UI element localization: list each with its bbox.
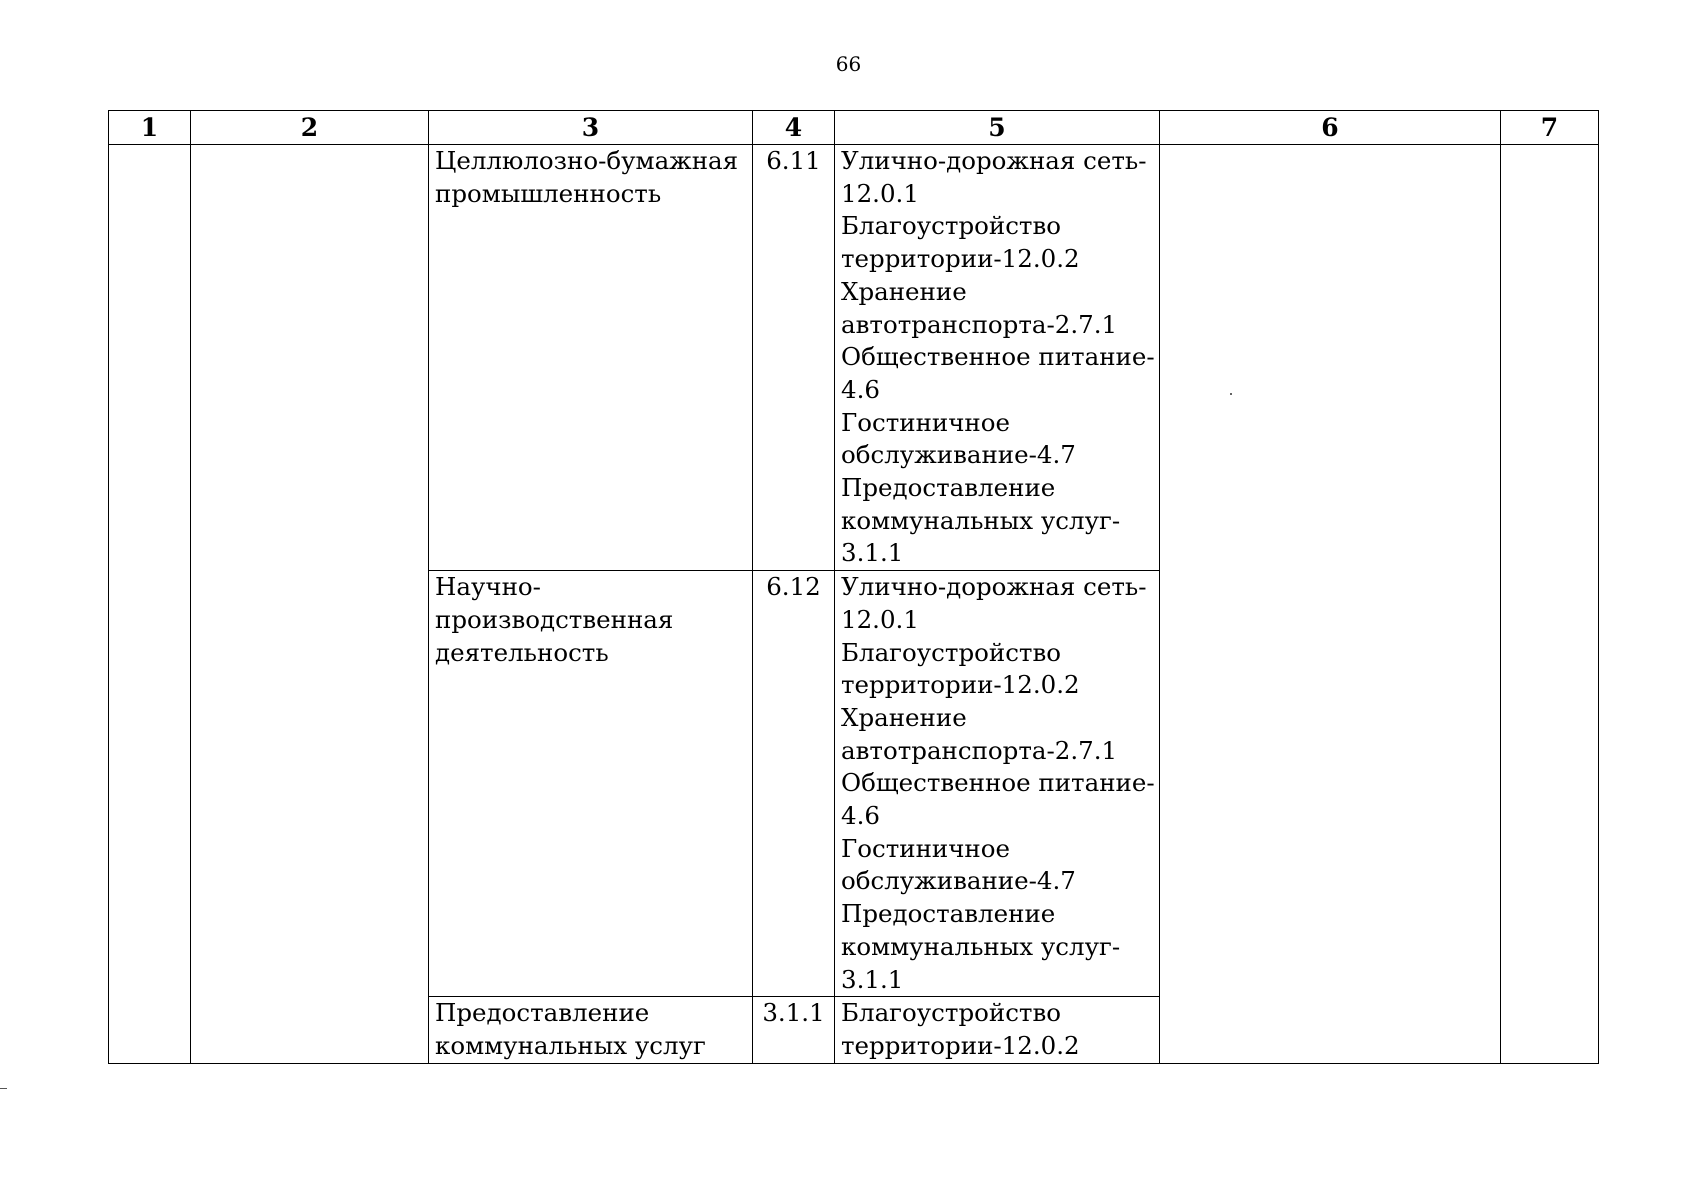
aux-use-line: Благоустройство [841,637,1062,667]
aux-use-line: Гостиничное [841,833,1011,863]
header-col-7: 7 [1501,111,1599,145]
auxiliary-uses-cell [835,571,1160,997]
aux-use-line: 3.1.1 [841,538,904,568]
aux-use-line: 4.6 [841,801,880,831]
scan-speck [1230,393,1232,395]
auxiliary-uses-cell [835,997,1160,1063]
aux-use-line: 4.6 [841,374,880,404]
aux-use-line: Общественное питание- [841,768,1155,798]
scan-edge-mark [0,1088,7,1089]
aux-use-line: территории-12.0.2 [841,670,1080,700]
use-name-cell [429,997,753,1063]
cell-col-2 [191,145,429,1064]
use-name-cell [429,571,753,997]
header-col-3: 3 [429,111,753,145]
aux-use-line: Общественное питание- [841,342,1155,372]
use-name-line: Целлюлозно-бумажная [435,146,739,175]
use-name-line: Научно- [435,572,541,602]
header-row [109,111,1599,145]
cell-col-6 [1160,145,1501,1064]
use-name-cell [429,145,753,571]
use-name-line: промышленность [435,178,662,208]
aux-use-line: Благоустройство [841,211,1062,241]
aux-use-line: Улично-дорожная сеть- [841,146,1147,175]
use-name-line: производственная [435,604,674,634]
aux-use-line: 12.0.1 [841,178,919,208]
aux-use-line: Предоставление [841,899,1056,929]
aux-use-line: Гостиничное [841,407,1011,437]
header-col-1: 1 [109,111,191,145]
aux-use-line: Хранение [841,702,967,732]
use-code-cell: 6.11 [753,145,835,571]
header-col-6: 6 [1160,111,1501,145]
aux-use-line: Предоставление [841,473,1056,503]
aux-use-line: автотранспорта-2.7.1 [841,735,1118,765]
aux-use-line: обслуживание-4.7 [841,866,1076,896]
aux-use-line: территории-12.0.2 [841,244,1080,274]
aux-use-line: обслуживание-4.7 [841,440,1076,470]
table-row [109,145,1599,571]
aux-use-line: 12.0.1 [841,604,919,634]
aux-use-line: Хранение [841,276,967,306]
cell-col-1 [109,145,191,1064]
use-name-line: Предоставление [435,998,650,1028]
header-col-2: 2 [191,111,429,145]
aux-use-line: 3.1.1 [841,964,904,994]
use-name-line: деятельность [435,637,609,667]
aux-use-line: коммунальных услуг- [841,931,1121,961]
aux-use-line: автотранспорта-2.7.1 [841,309,1118,339]
header-col-4: 4 [753,111,835,145]
auxiliary-uses-cell [835,145,1160,571]
use-code-cell: 6.12 [753,571,835,997]
cell-col-7 [1501,145,1599,1064]
page-number: 66 [835,52,862,76]
aux-use-line: коммунальных услуг- [841,505,1121,535]
header-col-5: 5 [835,111,1160,145]
aux-use-line: территории-12.0.2 [841,1030,1080,1060]
use-name-line: коммунальных услуг [435,1030,706,1060]
aux-use-line: Улично-дорожная сеть- [841,572,1147,602]
zoning-table [108,110,1599,1064]
use-code-cell: 3.1.1 [753,997,835,1063]
aux-use-line: Благоустройство [841,998,1062,1028]
